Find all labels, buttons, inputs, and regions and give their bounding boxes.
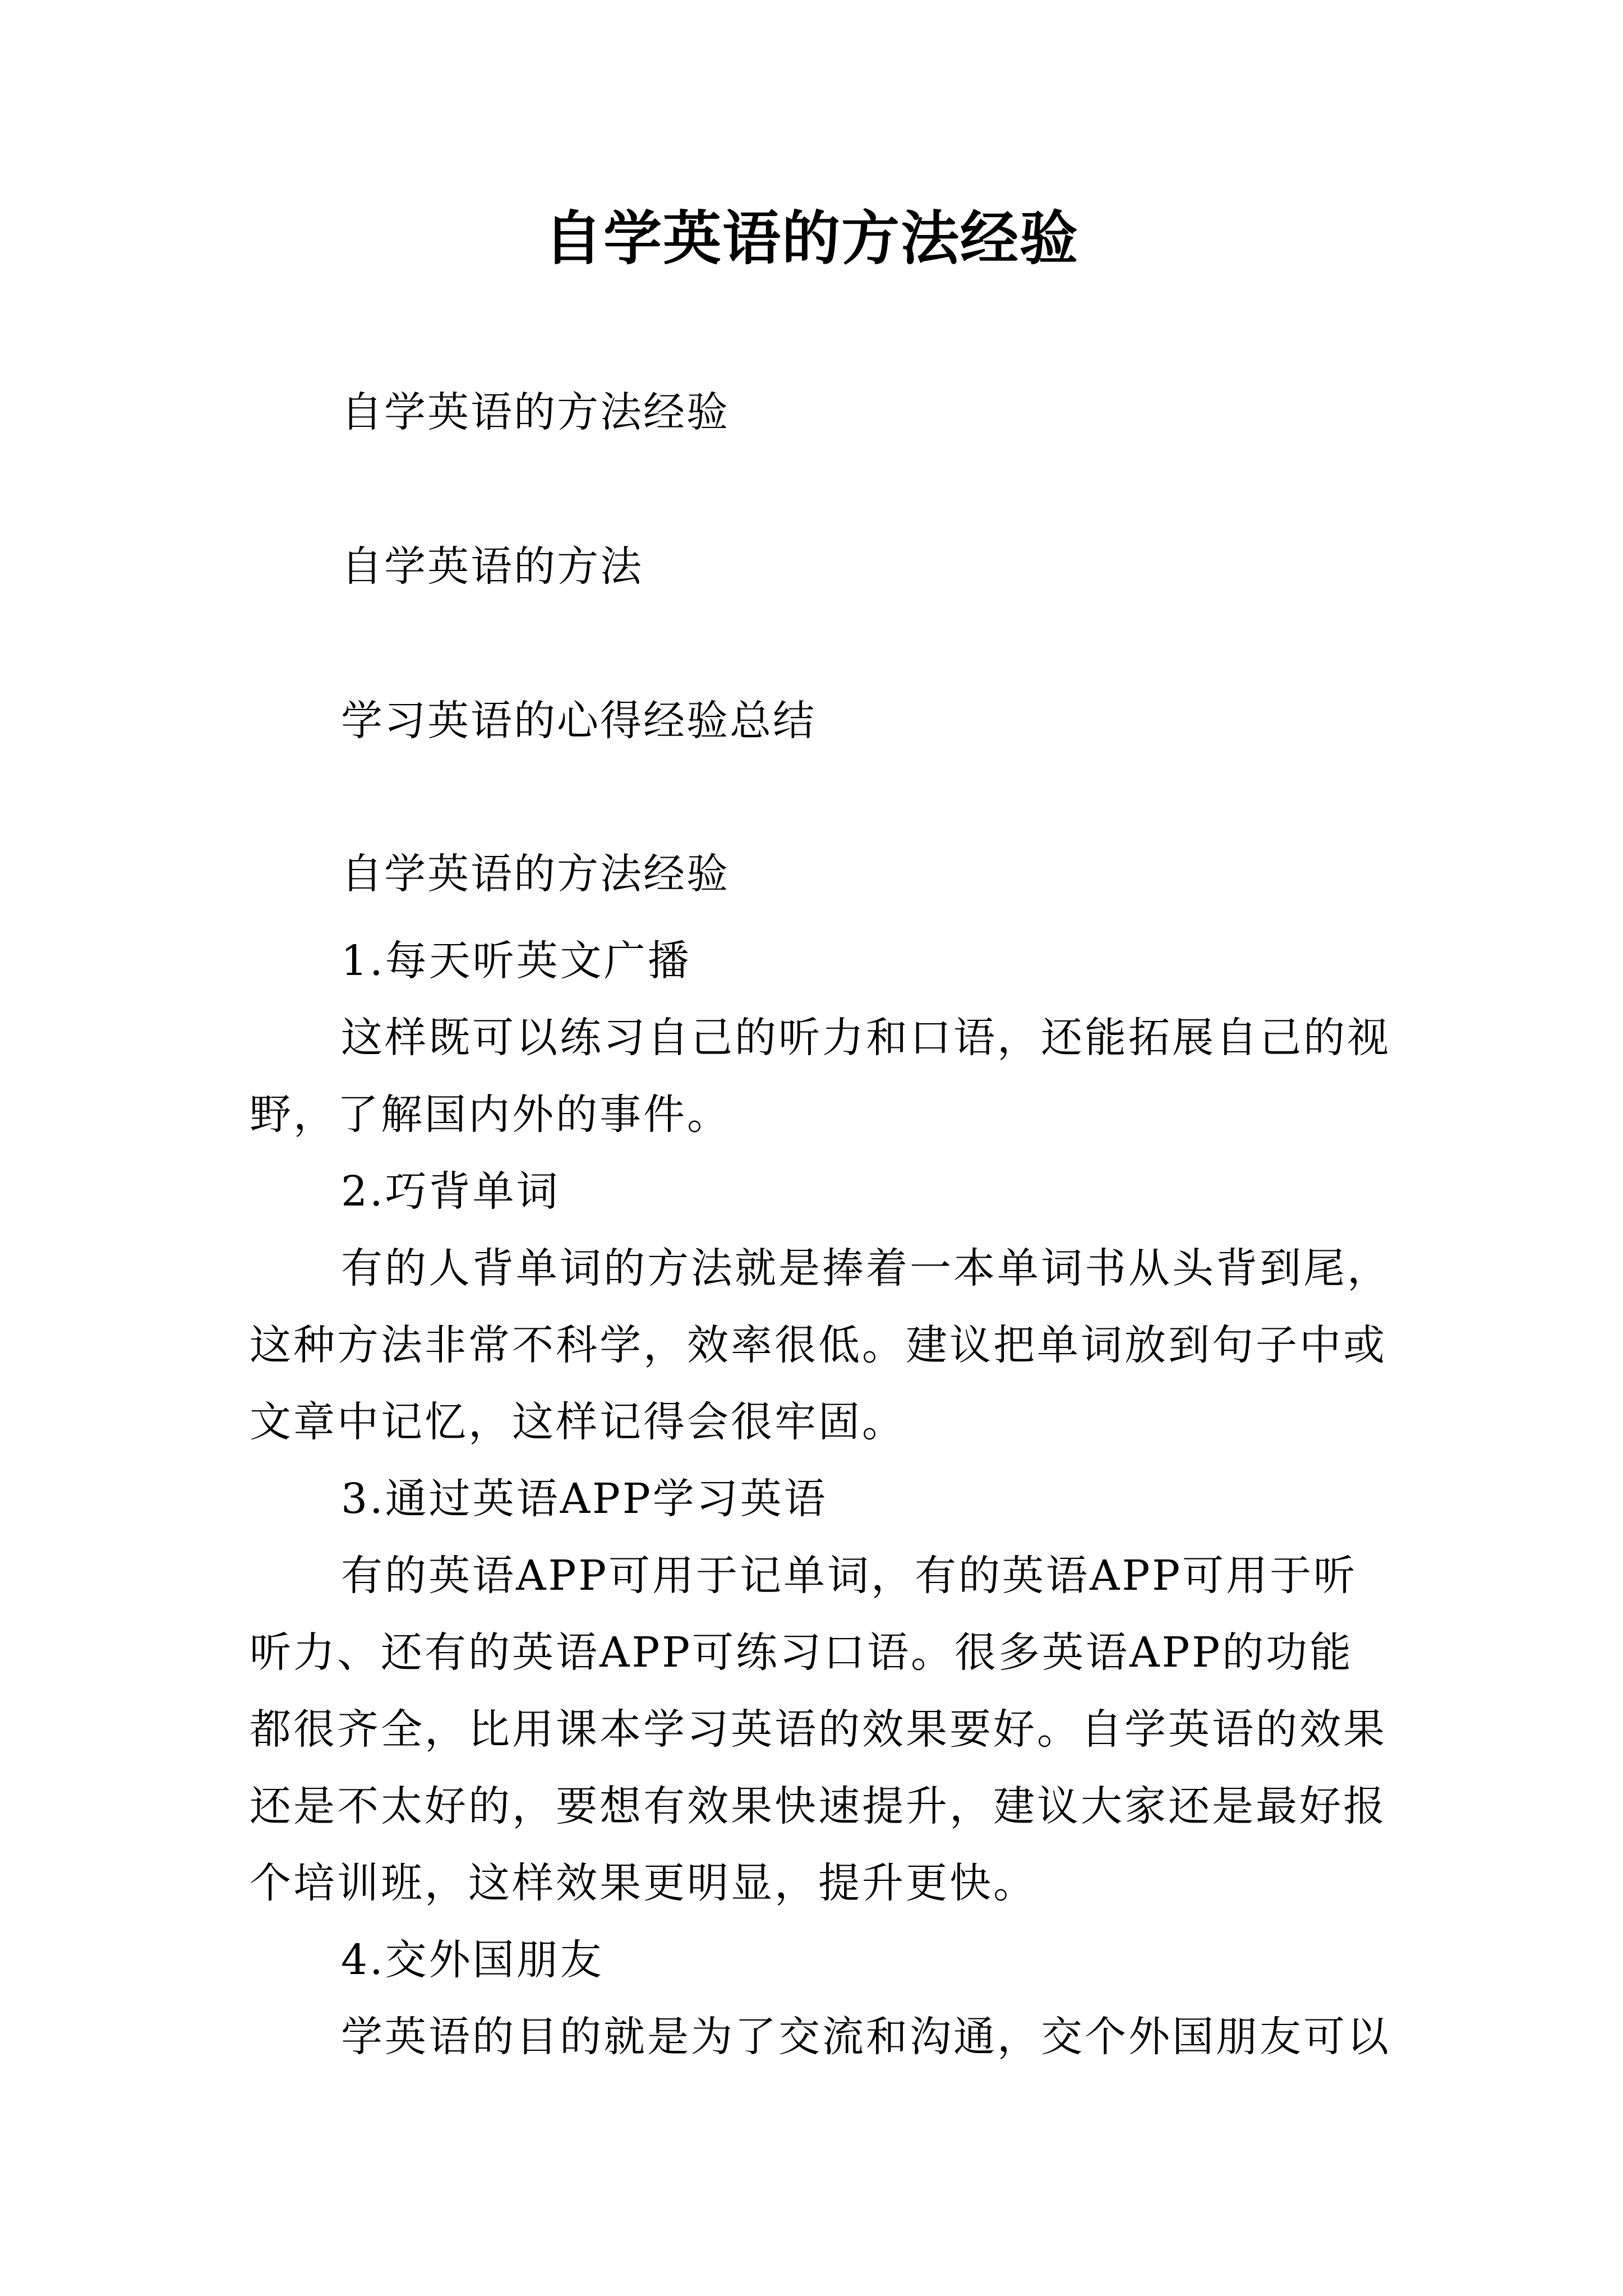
list-item-heading: 3.通过英语APP学习英语 [341,1475,828,1523]
toc-item: 自学英语的方法经验 [341,388,730,436]
document-title: 自学英语的方法经验 [543,204,1079,273]
paragraph: 有的人背单词的方法就是捧着一本单词书从头背到尾，这种方法非常不科学，效率很低。建议把单词放到句子中或文章中记忆，这样记得会很牢固。 [250,1244,1391,1446]
list-item-heading: 2.巧背单词 [341,1167,560,1216]
toc-item: 自学英语的方法 [341,542,643,591]
list-item-heading: 1.每天听英文广播 [341,937,691,985]
paragraph: 有的英语APP可用于记单词，有的英语APP可用于听听力、还有的英语APP可练习口语。很多英语APP的功能都很齐全，比用课本学习英语的效果要好。自学英语的效果还是不太好的，要想有效果快速提升，建议大家还是最好报个培训班，这样效果更明显，提升更快。 [250,1552,1387,1907]
paragraph: 这样既可以练习自己的听力和口语，还能拓展自己的视野，了解国内外的事件。 [250,1014,1391,1139]
section-title: 自学英语的方法经验 [341,850,730,898]
document-body [250,923,1394,2076]
list-item-heading: 4.交外国朋友 [341,1936,604,1984]
toc-item: 学习英语的心得经验总结 [341,697,816,745]
paragraph: 学英语的目的就是为了交流和沟通，交个外国朋友可以 [341,2013,1391,2061]
